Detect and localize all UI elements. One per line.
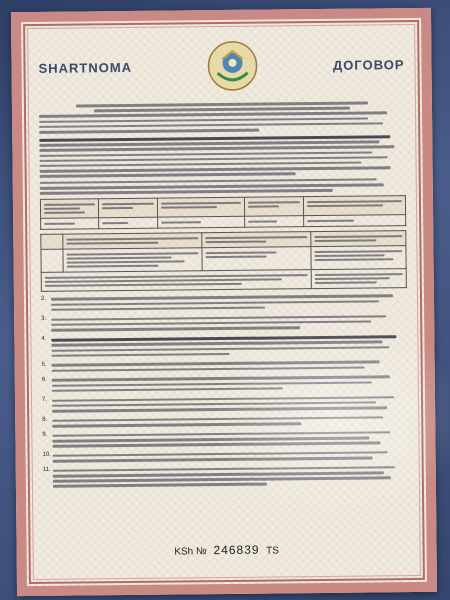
state-emblem-icon bbox=[205, 39, 260, 94]
clause: 6. bbox=[42, 373, 408, 395]
title-uzbek: SHARTNOMA bbox=[38, 59, 133, 76]
sheet-inner-frame bbox=[27, 24, 421, 580]
intro-paragraph bbox=[39, 101, 406, 195]
document-serial-number bbox=[34, 541, 420, 559]
contract-sheet bbox=[11, 8, 437, 596]
title-russian: ДОГОВОР bbox=[332, 56, 405, 73]
clause: 8. bbox=[42, 413, 408, 430]
cadastre-table bbox=[40, 230, 407, 292]
clause: 3. bbox=[41, 312, 407, 334]
clause: 9. bbox=[42, 428, 408, 450]
serial-prefix: KSh № bbox=[174, 546, 207, 558]
clause: 2. bbox=[41, 292, 407, 314]
clause: 11. bbox=[43, 463, 409, 490]
clause: 4. bbox=[41, 332, 407, 360]
contract-clauses bbox=[41, 292, 409, 491]
clause: 10. bbox=[43, 448, 409, 465]
clause: 7. bbox=[42, 393, 408, 415]
serial-suffix: TS bbox=[266, 545, 279, 557]
document-header bbox=[38, 33, 405, 99]
table-row bbox=[41, 268, 406, 291]
plot-details-table bbox=[40, 195, 406, 230]
clause: 5. bbox=[42, 358, 408, 375]
serial-number: 246839 bbox=[213, 542, 260, 558]
